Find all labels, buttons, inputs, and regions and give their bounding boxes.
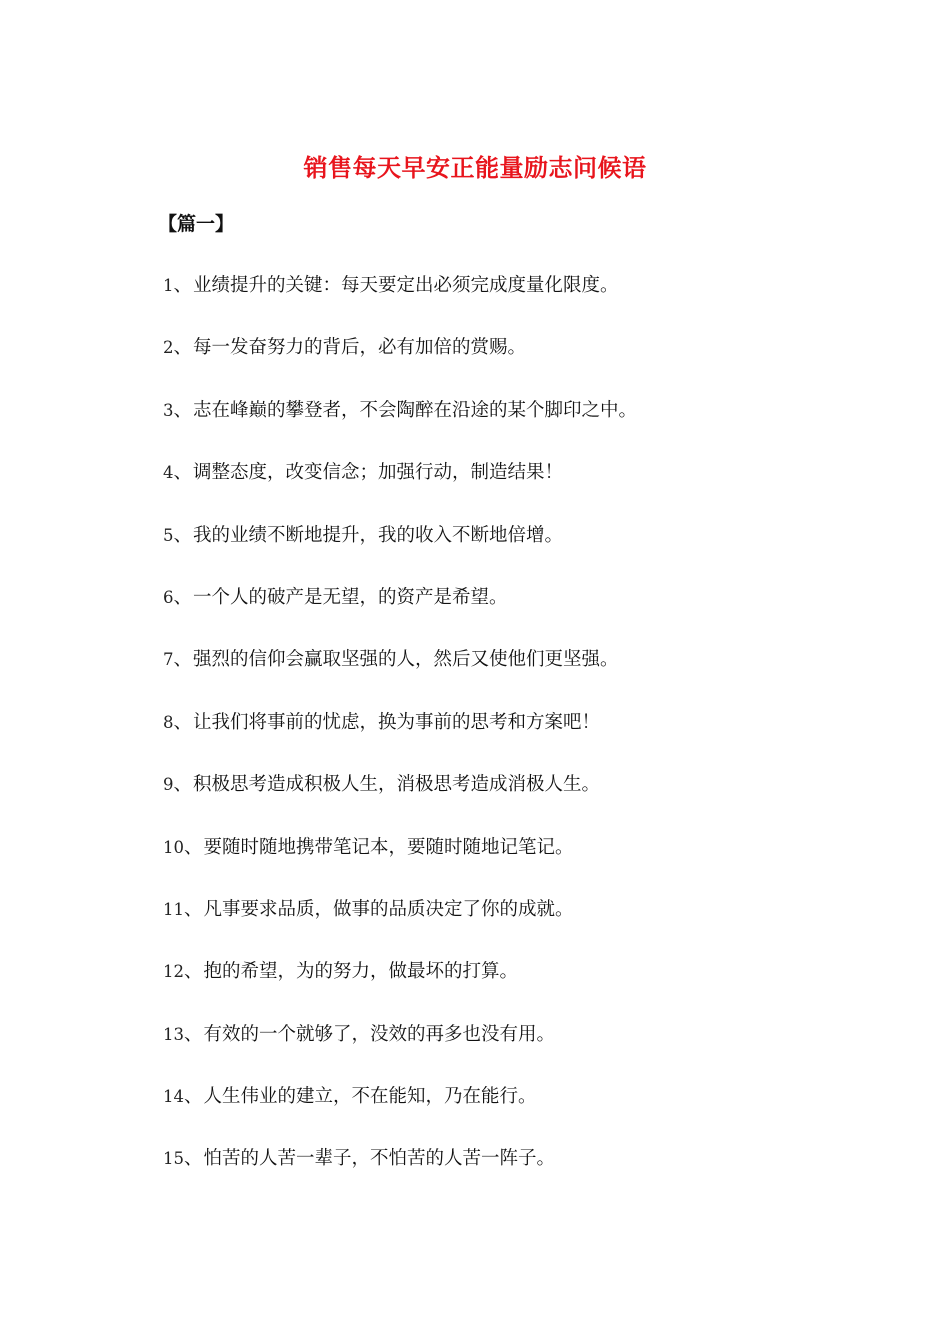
- item-number: 4: [163, 463, 174, 483]
- item-separator: 、: [184, 836, 203, 858]
- item-separator: 、: [173, 399, 193, 421]
- item-separator: 、: [173, 649, 193, 671]
- list-item: [163, 832, 637, 894]
- item-text: 调整态度，改变信念；加强行动，制造结果！: [193, 462, 564, 484]
- item-text: 强烈的信仰会赢取坚强的人，然后又使他们更坚强。: [193, 649, 619, 671]
- item-number: 13: [163, 1024, 184, 1044]
- item-text: 积极思考造成积极人生，消极思考造成消极人生。: [193, 774, 601, 796]
- item-number: 7: [163, 650, 174, 670]
- section-heading: 【篇一】: [158, 213, 235, 235]
- item-separator: 、: [184, 961, 203, 983]
- item-separator: 、: [173, 586, 193, 608]
- item-number: 14: [163, 1087, 184, 1107]
- item-separator: 、: [173, 711, 193, 733]
- item-number: 11: [163, 899, 184, 919]
- item-text: 怕苦的人苦一辈子，不怕苦的人苦一阵子。: [203, 1148, 556, 1170]
- item-separator: 、: [173, 337, 193, 359]
- item-text: 业绩提升的关键：每天要定出必须完成度量化限度。: [193, 275, 619, 296]
- item-text: 我的业绩不断地提升，我的收入不断地倍增。: [193, 524, 564, 546]
- list-item: [163, 769, 637, 831]
- item-number: 6: [163, 587, 174, 607]
- list-item: [163, 644, 637, 706]
- item-separator: 、: [184, 898, 203, 920]
- item-number: 12: [163, 962, 184, 982]
- item-separator: 、: [184, 1023, 203, 1045]
- list-item: [163, 894, 637, 956]
- list-item: [163, 707, 637, 769]
- list-item: [163, 270, 637, 332]
- item-number: 10: [163, 837, 184, 857]
- item-text: 人生伟业的建立，不在能知，乃在能行。: [203, 1086, 537, 1108]
- item-number: 15: [163, 1149, 184, 1169]
- item-separator: 、: [173, 275, 193, 296]
- item-separator: 、: [173, 462, 193, 484]
- item-text: 一个人的破产是无望，的资产是希望。: [193, 586, 508, 608]
- list-item: [163, 457, 637, 519]
- list-item: [163, 332, 637, 394]
- item-separator: 、: [184, 1148, 203, 1170]
- item-text: 有效的一个就够了，没效的再多也没有用。: [203, 1023, 556, 1045]
- list-item: [163, 520, 637, 582]
- quote-list: [163, 270, 637, 1206]
- item-number: 1: [163, 276, 174, 295]
- item-number: 2: [163, 338, 174, 358]
- list-item: [163, 1019, 637, 1081]
- item-text: 抱的希望，为的努力，做最坏的打算。: [203, 961, 519, 983]
- item-number: 9: [163, 775, 174, 795]
- list-item: [163, 395, 637, 457]
- document-title: 销售每天早安正能量励志问候语: [303, 154, 647, 182]
- item-text: 凡事要求品质，做事的品质决定了你的成就。: [203, 898, 574, 920]
- item-number: 8: [163, 712, 174, 732]
- item-separator: 、: [173, 524, 193, 546]
- item-text: 让我们将事前的忧虑，换为事前的思考和方案吧！: [193, 711, 601, 733]
- list-item: [163, 1081, 637, 1143]
- item-text: 每一发奋努力的背后，必有加倍的赏赐。: [193, 337, 527, 359]
- list-item: [163, 582, 637, 644]
- list-item: [163, 1143, 637, 1205]
- item-number: 3: [163, 400, 174, 420]
- item-text: 志在峰巅的攀登者，不会陶醉在沿途的某个脚印之中。: [193, 399, 638, 421]
- item-number: 5: [163, 525, 174, 545]
- item-text: 要随时随地携带笔记本，要随时随地记笔记。: [203, 836, 574, 858]
- item-separator: 、: [173, 774, 193, 796]
- item-separator: 、: [184, 1086, 203, 1108]
- list-item: [163, 956, 637, 1018]
